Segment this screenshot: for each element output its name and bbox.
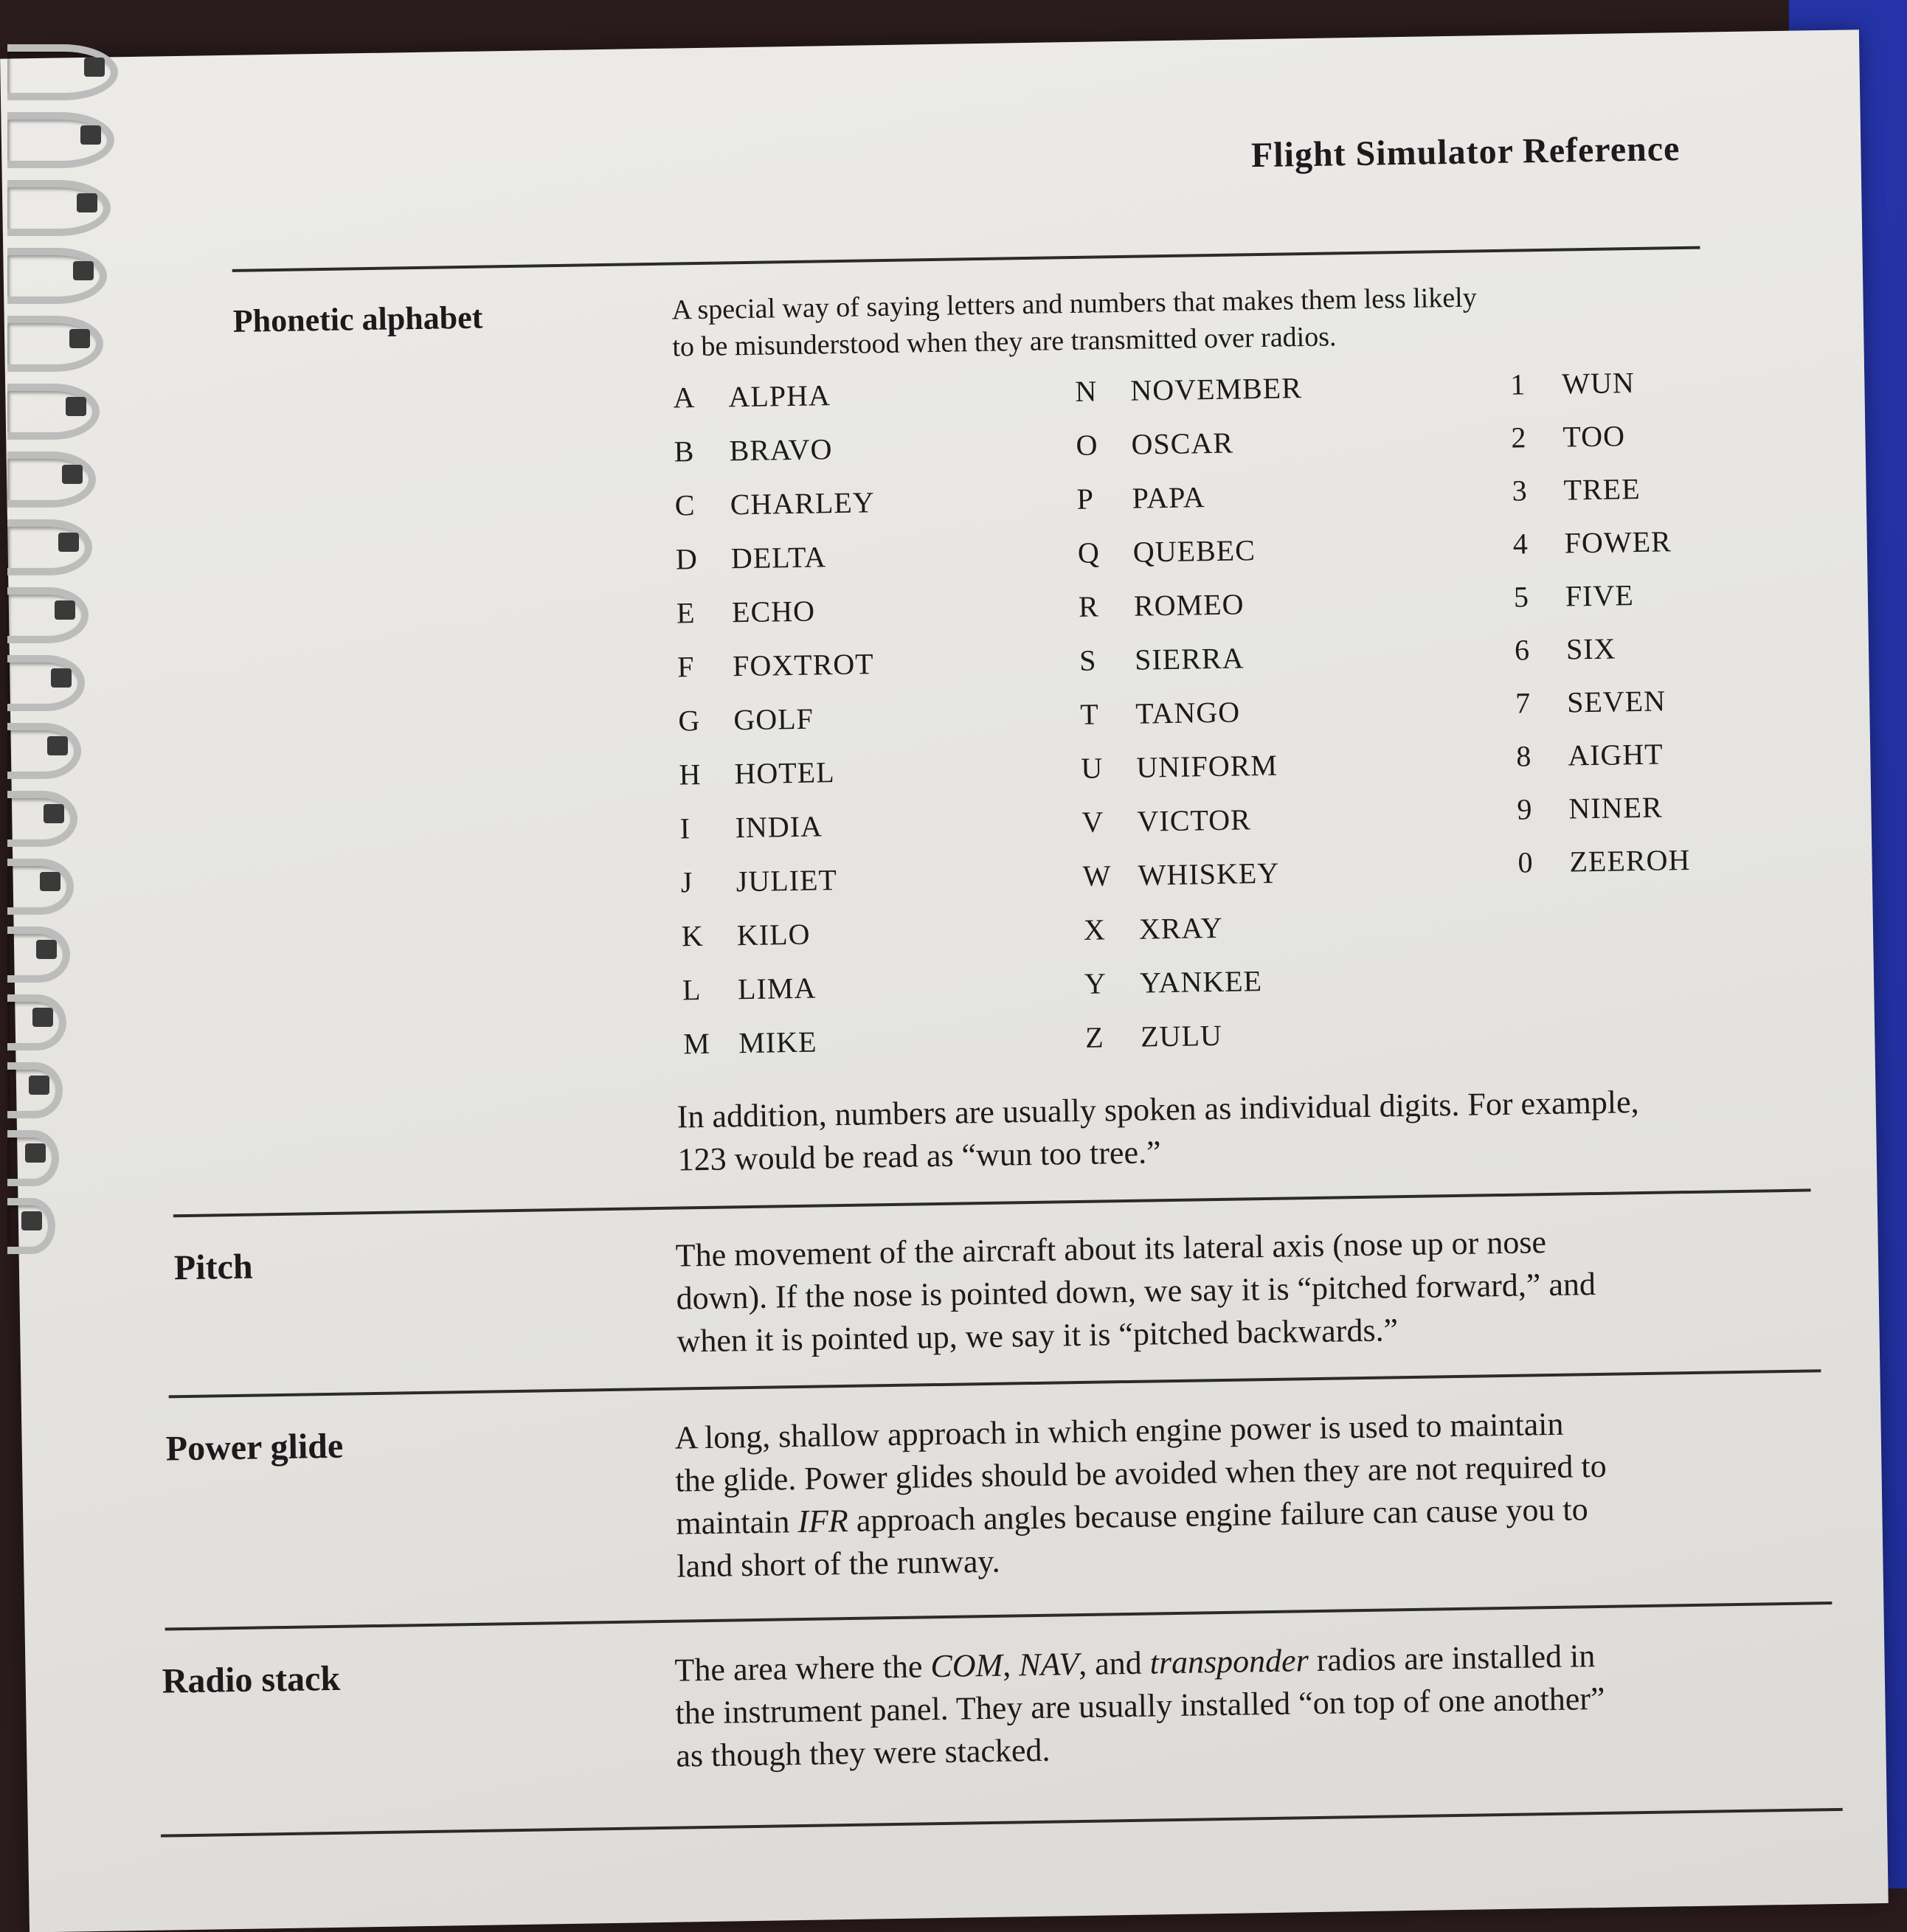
number-word: SIX — [1565, 631, 1616, 666]
alphabet-n-z-word: OSCAR — [1131, 426, 1234, 461]
spiral-coil — [7, 316, 103, 372]
number-row — [1517, 842, 1691, 899]
alphabet-a-m-word: INDIA — [735, 809, 823, 845]
radio-stack-transponder: transponder — [1149, 1642, 1309, 1681]
alphabet-a-m-word: HOTEL — [734, 755, 835, 791]
spiral-coil — [7, 1130, 59, 1186]
term-pitch: Pitch — [173, 1247, 253, 1288]
alphabet-n-z-word: SIERRA — [1134, 641, 1245, 676]
phonetic-note-line1: In addition, numbers are usually spoken as individual digits. For example, — [676, 1084, 1639, 1135]
number-key: 4 — [1512, 527, 1529, 561]
alphabet-a-m-row — [682, 915, 882, 972]
alphabet-a-m-row — [673, 377, 873, 434]
alphabet-n-z-row — [1079, 586, 1306, 643]
number-word: WUN — [1561, 366, 1636, 401]
book-page — [0, 30, 1889, 1932]
phonetic-intro — [671, 279, 1478, 365]
alphabet-a-m-key: L — [682, 973, 702, 1007]
alphabet-n-z-word: YANKEE — [1139, 964, 1263, 1000]
spiral-coil — [7, 587, 89, 643]
alphabet-a-m-word: LIMA — [737, 971, 817, 1006]
page-header-title: Flight Simulator Reference — [1250, 129, 1681, 176]
phonetic-intro-line2: to be misunderstood when they are transmitted over radios. — [672, 321, 1337, 363]
number-key: 9 — [1517, 792, 1533, 826]
number-word: TREE — [1563, 471, 1641, 507]
number-word: NINER — [1568, 790, 1663, 825]
alphabet-n-z-row — [1084, 909, 1312, 966]
power-glide-line3-pre: maintain — [676, 1503, 798, 1542]
spiral-coil — [7, 519, 92, 575]
alphabet-a-m-key: K — [681, 918, 705, 953]
power-glide-ifr: IFR — [797, 1502, 849, 1540]
number-row — [1515, 683, 1689, 739]
term-phonetic-alphabet: Phonetic alphabet — [232, 299, 483, 339]
phonetic-note-line2: 123 would be read as “wun too tree.” — [677, 1134, 1161, 1178]
spiral-coil — [7, 451, 96, 508]
divider-pitch — [173, 1188, 1811, 1217]
number-key: 7 — [1515, 686, 1532, 720]
alphabet-a-m-word: DELTA — [730, 540, 827, 575]
alphabet-column-n-z — [1075, 370, 1312, 1074]
alphabet-a-m-word: ECHO — [731, 594, 816, 629]
alphabet-n-z-row — [1076, 478, 1304, 536]
alphabet-n-z-key: R — [1078, 589, 1100, 623]
number-row — [1510, 364, 1683, 420]
alphabet-a-m-key: H — [679, 757, 702, 792]
alphabet-n-z-key: Z — [1084, 1020, 1104, 1054]
alphabet-n-z-row — [1081, 747, 1309, 805]
alphabet-a-m-row — [679, 754, 879, 811]
alphabet-a-m-row — [682, 969, 883, 1026]
phonetic-intro-line1: A special way of saying letters and numbers that makes them less likely — [671, 282, 1478, 326]
spiral-coil — [7, 384, 100, 440]
spiral-coil — [7, 927, 70, 983]
alphabet-a-m-word: ALPHA — [728, 378, 831, 414]
radio-stack-sep2: , and — [1078, 1644, 1151, 1683]
spiral-binding — [0, 44, 118, 1298]
spiral-coil — [7, 112, 114, 168]
alphabet-a-m-key: D — [675, 542, 699, 576]
alphabet-n-z-word: ZULU — [1140, 1018, 1223, 1053]
alphabet-a-m-word: MIKE — [738, 1025, 817, 1060]
number-word: SEVEN — [1566, 684, 1667, 719]
alphabet-a-m-key: C — [674, 488, 696, 522]
alphabet-a-m-row — [674, 431, 874, 488]
alphabet-n-z-key: S — [1079, 643, 1097, 677]
numbers-column — [1510, 364, 1691, 899]
alphabet-a-m-row — [676, 539, 876, 595]
alphabet-a-m-row — [674, 485, 875, 541]
alphabet-n-z-row — [1084, 963, 1312, 1020]
alphabet-n-z-row — [1080, 693, 1308, 751]
alphabet-n-z-row — [1076, 424, 1304, 482]
divider-bottom — [161, 1808, 1843, 1838]
phonetic-note — [676, 1081, 1640, 1181]
spiral-coil — [7, 994, 66, 1050]
alphabet-n-z-key: P — [1076, 482, 1095, 516]
radio-stack-sep1: , — [1002, 1647, 1020, 1683]
alphabet-n-z-word: PAPA — [1132, 480, 1205, 515]
number-key: 3 — [1512, 474, 1528, 508]
alphabet-a-m-row — [676, 592, 877, 649]
spiral-coil — [7, 1198, 55, 1254]
alphabet-a-m-row — [677, 646, 878, 703]
alphabet-n-z-word: NOVEMBER — [1130, 371, 1303, 407]
radio-stack-line1-pre: The area where the — [674, 1648, 931, 1689]
term-radio-stack: Radio stack — [162, 1658, 341, 1701]
pitch-description — [675, 1220, 1596, 1363]
alphabet-a-m-key: I — [679, 811, 691, 845]
pitch-line1: The movement of the aircraft about its lateral axis (nose up or nose — [675, 1224, 1547, 1274]
alphabet-n-z-key: O — [1076, 428, 1098, 462]
alphabet-n-z-word: TANGO — [1135, 695, 1241, 730]
number-word: ZEEROH — [1569, 842, 1691, 879]
divider-top — [232, 246, 1700, 272]
alphabet-a-m-key: M — [682, 1026, 711, 1061]
number-row — [1512, 471, 1685, 527]
alphabet-a-m-word: JULIET — [736, 863, 838, 899]
number-key: 0 — [1517, 845, 1534, 879]
power-glide-line4: land short of the runway. — [676, 1543, 1000, 1585]
alphabet-n-z-key: Q — [1077, 536, 1101, 569]
alphabet-a-m-word: GOLF — [733, 702, 814, 737]
alphabet-a-m-row — [678, 700, 879, 757]
number-word: FOWER — [1564, 524, 1672, 560]
alphabet-a-m-row — [683, 1023, 884, 1080]
alphabet-a-m-word: KILO — [736, 917, 811, 952]
number-key: 5 — [1513, 580, 1530, 614]
spiral-coil — [7, 1062, 63, 1118]
alphabet-a-m-word: CHARLEY — [730, 485, 875, 522]
radio-stack-line1-post: radios are installed in — [1308, 1638, 1596, 1679]
alphabet-column-a-m — [673, 377, 884, 1080]
alphabet-a-m-row — [680, 862, 881, 918]
alphabet-n-z-row — [1079, 640, 1307, 697]
alphabet-n-z-row — [1085, 1017, 1313, 1074]
spiral-coil — [7, 248, 107, 304]
alphabet-n-z-row — [1081, 801, 1309, 859]
radio-stack-line3: as though they were stacked. — [676, 1731, 1051, 1774]
alphabet-a-m-key: G — [678, 703, 701, 738]
alphabet-a-m-row — [679, 808, 880, 865]
spiral-coil — [7, 859, 74, 915]
spiral-coil — [7, 791, 77, 847]
alphabet-n-z-word: WHISKEY — [1138, 856, 1280, 892]
alphabet-n-z-key: X — [1083, 913, 1107, 946]
power-glide-line2: the glide. Power glides should be avoided when they are not required to — [675, 1447, 1607, 1499]
alphabet-a-m-key: J — [680, 865, 693, 899]
number-row — [1516, 736, 1689, 792]
alphabet-a-m-key: B — [674, 434, 695, 468]
alphabet-n-z-word: ROMEO — [1133, 587, 1245, 623]
number-row — [1515, 630, 1688, 686]
alphabet-a-m-word: FOXTROT — [732, 647, 874, 683]
power-glide-line1: A long, shallow approach in which engine power is used to maintain — [674, 1405, 1564, 1456]
number-row — [1512, 524, 1686, 580]
alphabet-n-z-key: W — [1082, 859, 1112, 893]
number-key: 1 — [1509, 367, 1526, 401]
alphabet-n-z-row — [1077, 532, 1305, 589]
radio-stack-com: COM — [930, 1647, 1003, 1685]
alphabet-n-z-key: U — [1081, 751, 1104, 785]
alphabet-a-m-key: E — [676, 596, 696, 630]
power-glide-line3-post: approach angles because engine failure can cause you to — [848, 1491, 1589, 1539]
spiral-coil — [7, 44, 118, 100]
number-key: 2 — [1511, 420, 1527, 454]
alphabet-n-z-row — [1082, 855, 1310, 913]
alphabet-n-z-key: V — [1081, 805, 1104, 839]
radio-stack-line2: the instrument panel. They are usually installed “on top of one another” — [675, 1680, 1605, 1731]
number-row — [1511, 418, 1684, 474]
power-glide-description — [674, 1402, 1608, 1588]
number-key: 6 — [1514, 633, 1531, 667]
divider-radio-stack — [165, 1602, 1832, 1630]
spiral-coil — [7, 723, 81, 779]
alphabet-n-z-word: QUEBEC — [1132, 533, 1256, 569]
spiral-coil — [7, 655, 85, 711]
divider-power-glide — [169, 1369, 1821, 1398]
alphabet-n-z-word: UNIFORM — [1136, 748, 1278, 784]
alphabet-a-m-key: F — [676, 650, 695, 684]
spiral-coil — [7, 180, 111, 236]
alphabet-n-z-key: Y — [1084, 966, 1107, 1000]
number-row — [1513, 577, 1686, 633]
number-row — [1517, 789, 1690, 845]
alphabet-n-z-word: VICTOR — [1137, 803, 1252, 838]
alphabet-n-z-key: N — [1075, 374, 1098, 408]
number-word: AIGHT — [1567, 737, 1664, 772]
alphabet-n-z-key: T — [1079, 697, 1100, 731]
alphabet-a-m-word: BRAVO — [729, 432, 833, 468]
pitch-line3: when it is pointed up, we say it is “pitched backwards.” — [676, 1312, 1399, 1360]
alphabet-n-z-row — [1075, 370, 1303, 428]
radio-stack-description — [674, 1635, 1606, 1778]
number-key: 8 — [1515, 739, 1532, 773]
term-power-glide: Power glide — [165, 1426, 344, 1469]
number-word: FIVE — [1565, 578, 1635, 613]
radio-stack-nav: NAV — [1018, 1646, 1079, 1683]
number-word: TOO — [1562, 419, 1626, 454]
alphabet-n-z-word: XRAY — [1138, 910, 1223, 946]
alphabet-a-m-key: A — [673, 381, 696, 415]
pitch-line2: down). If the nose is pointed down, we say it is “pitched forward,” and — [676, 1266, 1596, 1317]
